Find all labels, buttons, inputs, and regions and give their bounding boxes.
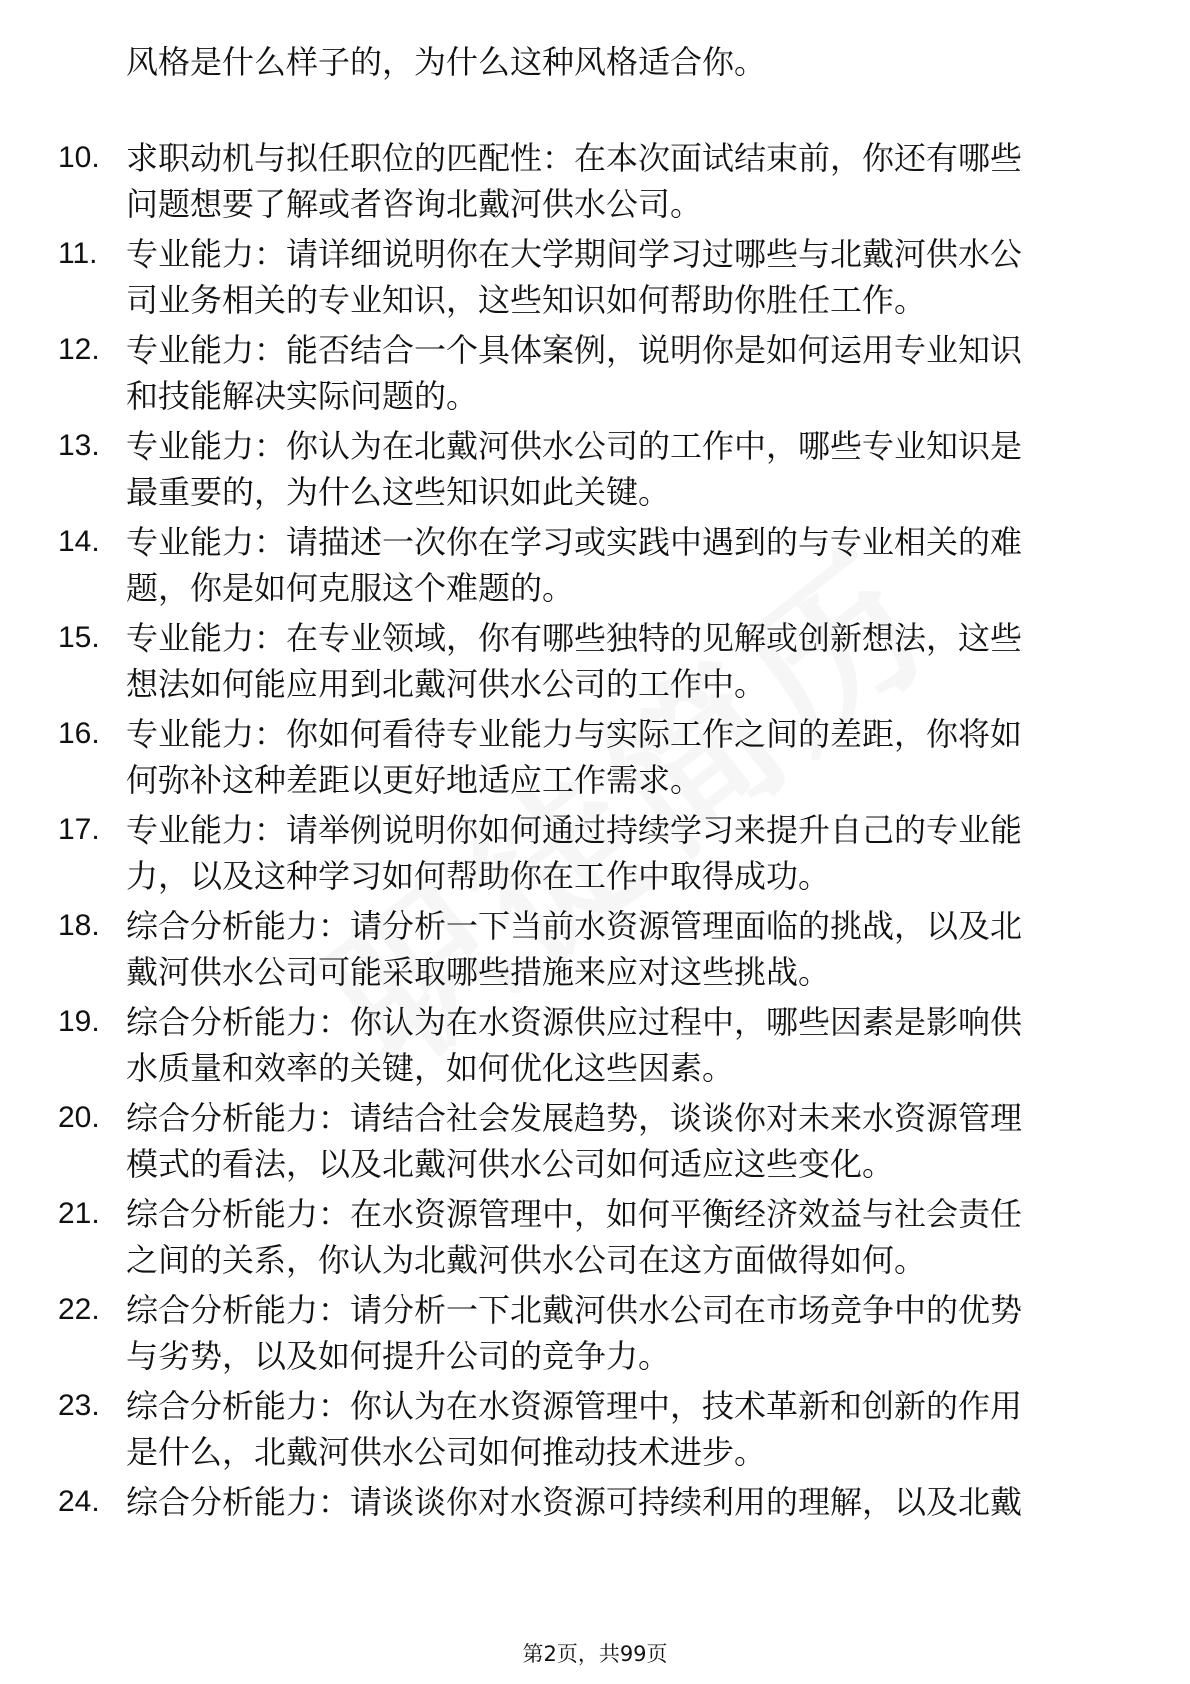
item-text-line: 模式的看法，以及北戴河供水公司如何适应这些变化。 xyxy=(126,1145,895,1183)
item-number: 23. xyxy=(58,1389,100,1422)
item-text-line: 综合分析能力：在水资源管理中，如何平衡经济效益与社会责任 xyxy=(126,1195,1023,1233)
item-text-line: 专业能力：能否结合一个具体案例，说明你是如何运用专业知识 xyxy=(126,331,1023,369)
item-number: 10. xyxy=(58,141,100,174)
item-number: 21. xyxy=(58,1197,100,1230)
item-text-line: 专业能力：请描述一次你在学习或实践中遇到的与专业相关的难 xyxy=(126,523,1023,561)
item-number: 24. xyxy=(58,1485,100,1518)
item-number: 11. xyxy=(58,237,98,270)
item-text-line: 求职动机与拟任职位的匹配性：在本次面试结束前，你还有哪些 xyxy=(126,139,1023,177)
item-text-line: 综合分析能力：请结合社会发展趋势，谈谈你对未来水资源管理 xyxy=(126,1099,1023,1137)
item-text-line: 想法如何能应用到北戴河供水公司的工作中。 xyxy=(126,665,767,703)
item-number: 16. xyxy=(58,717,100,750)
item-number: 13. xyxy=(58,429,100,462)
item-text-line: 综合分析能力：你认为在水资源供应过程中，哪些因素是影响供 xyxy=(126,1003,1023,1041)
item-text-line: 和技能解决实际问题的。 xyxy=(126,377,479,415)
item-text-line: 专业能力：你认为在北戴河供水公司的工作中，哪些专业知识是 xyxy=(126,427,1023,465)
item-text-line: 力，以及这种学习如何帮助你在工作中取得成功。 xyxy=(126,857,831,895)
item-text-line: 戴河供水公司可能采取哪些措施来应对这些挑战。 xyxy=(126,953,831,991)
item-text-line: 综合分析能力：请谈谈你对水资源可持续利用的理解，以及北戴 xyxy=(126,1483,1023,1521)
item-text-line: 水质量和效率的关键，如何优化这些因素。 xyxy=(126,1049,735,1087)
item-number: 18. xyxy=(58,909,100,942)
item-text-line: 综合分析能力：你认为在水资源管理中，技术革新和创新的作用 xyxy=(126,1387,1023,1425)
item-text-line: 问题想要了解或者咨询北戴河供水公司。 xyxy=(126,185,703,223)
item-number: 19. xyxy=(58,1005,100,1038)
item-text-line: 何弥补这种差距以更好地适应工作需求。 xyxy=(126,761,703,799)
item-number: 12. xyxy=(58,333,100,366)
item-text-line: 综合分析能力：请分析一下当前水资源管理面临的挑战，以及北 xyxy=(126,907,1023,945)
item-text-line: 司业务相关的专业知识，这些知识如何帮助你胜任工作。 xyxy=(126,281,927,319)
item-number: 17. xyxy=(58,813,100,846)
item-number: 15. xyxy=(58,621,100,654)
item-number: 22. xyxy=(58,1293,100,1326)
item-text-line: 综合分析能力：请分析一下北戴河供水公司在市场竞争中的优势 xyxy=(126,1291,1023,1329)
item-number: 20. xyxy=(58,1101,100,1134)
item-text-line: 专业能力：请举例说明你如何通过持续学习来提升自己的专业能 xyxy=(126,811,1023,849)
item-text-line: 专业能力：请详细说明你在大学期间学习过哪些与北戴河供水公 xyxy=(126,235,1023,273)
item-text-line: 之间的关系，你认为北戴河供水公司在这方面做得如何。 xyxy=(126,1241,927,1279)
item-number: 14. xyxy=(58,525,100,558)
item-text-line: 与劣势，以及如何提升公司的竞争力。 xyxy=(126,1337,671,1375)
item-text-line: 题，你是如何克服这个难题的。 xyxy=(126,569,575,607)
continuation-text: 风格是什么样子的，为什么这种风格适合你。 xyxy=(126,43,767,81)
item-text-line: 专业能力：你如何看待专业能力与实际工作之间的差距，你将如 xyxy=(126,715,1023,753)
item-text-line: 是什么，北戴河供水公司如何推动技术进步。 xyxy=(126,1433,767,1471)
page-footer: 第2页，共99页 xyxy=(522,1642,668,1666)
item-text-line: 最重要的，为什么这些知识如此关键。 xyxy=(126,473,671,511)
item-text-line: 专业能力：在专业领域，你有哪些独特的见解或创新想法，这些 xyxy=(126,619,1023,657)
